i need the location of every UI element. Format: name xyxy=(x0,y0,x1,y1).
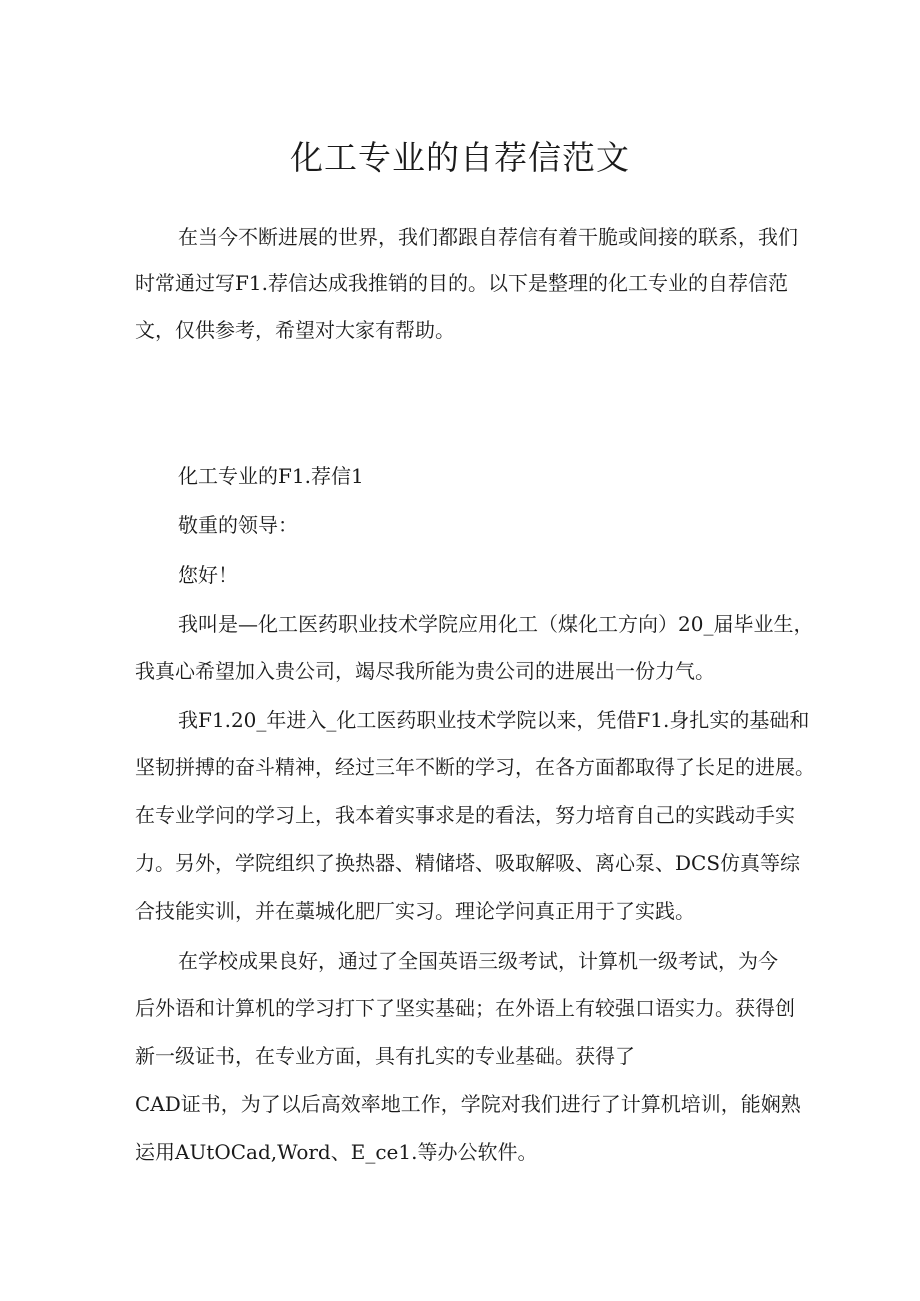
para2-line-4: 力。另外，学院组织了换热器、精储塔、吸取解吸、离心泵、DCS仿真等综 xyxy=(135,851,801,875)
para2-line-5: 合技能实训，并在藁城化肥厂实习。理论学问真正用于了实践。 xyxy=(135,899,695,923)
para2-line-1: 我F1.20_年进入_化工医药职业技术学院以来，凭借F1.身扎实的基础和 xyxy=(178,708,810,732)
intro-line-1: 在当今不断进展的世界，我们都跟自荐信有着干脆或间接的联系，我们 xyxy=(178,225,798,249)
para3-line-3: 新一级证书，在专业方面，具有扎实的专业基础。获得了 xyxy=(135,1044,635,1068)
para1-line-1: 我叫是—化工医药职业技术学院应用化工（煤化工方向）20_届毕业生， xyxy=(178,612,814,636)
intro-line-3: 文，仅供参考，希望对大家有帮助。 xyxy=(135,318,455,342)
para3-line-5: 运用AUtOCad,Word、E_ce1.等办公软件。 xyxy=(135,1140,538,1164)
para3-line-2: 后外语和计算机的学习打下了坚实基础；在外语上有较强口语实力。获得创 xyxy=(135,996,795,1020)
para1-line-2: 我真心希望加入贵公司，竭尽我所能为贵公司的进展出一份力气。 xyxy=(135,659,715,683)
para3-line-4: CAD证书，为了以后高效率地工作，学院对我们进行了计算机培训，能娴熟 xyxy=(135,1092,801,1116)
letter-heading: 化工专业的F1.荐信1 xyxy=(178,464,364,488)
document-title: 化工专业的自荐信范文 xyxy=(290,138,630,177)
intro-line-2: 时常通过写F1.荐信达成我推销的目的。以下是整理的化工专业的自荐信范 xyxy=(135,271,788,295)
greeting: 您好！ xyxy=(178,563,238,587)
para2-line-2: 坚韧拼搏的奋斗精神，经过三年不断的学习，在各方面都取得了长足的进展。 xyxy=(135,755,815,779)
salutation: 敬重的领导： xyxy=(178,513,298,537)
para3-line-1: 在学校成果良好，通过了全国英语三级考试，计算机一级考试，为今 xyxy=(178,949,778,973)
para2-line-3: 在专业学问的学习上，我本着实事求是的看法，努力培育自己的实践动手实 xyxy=(135,803,795,827)
